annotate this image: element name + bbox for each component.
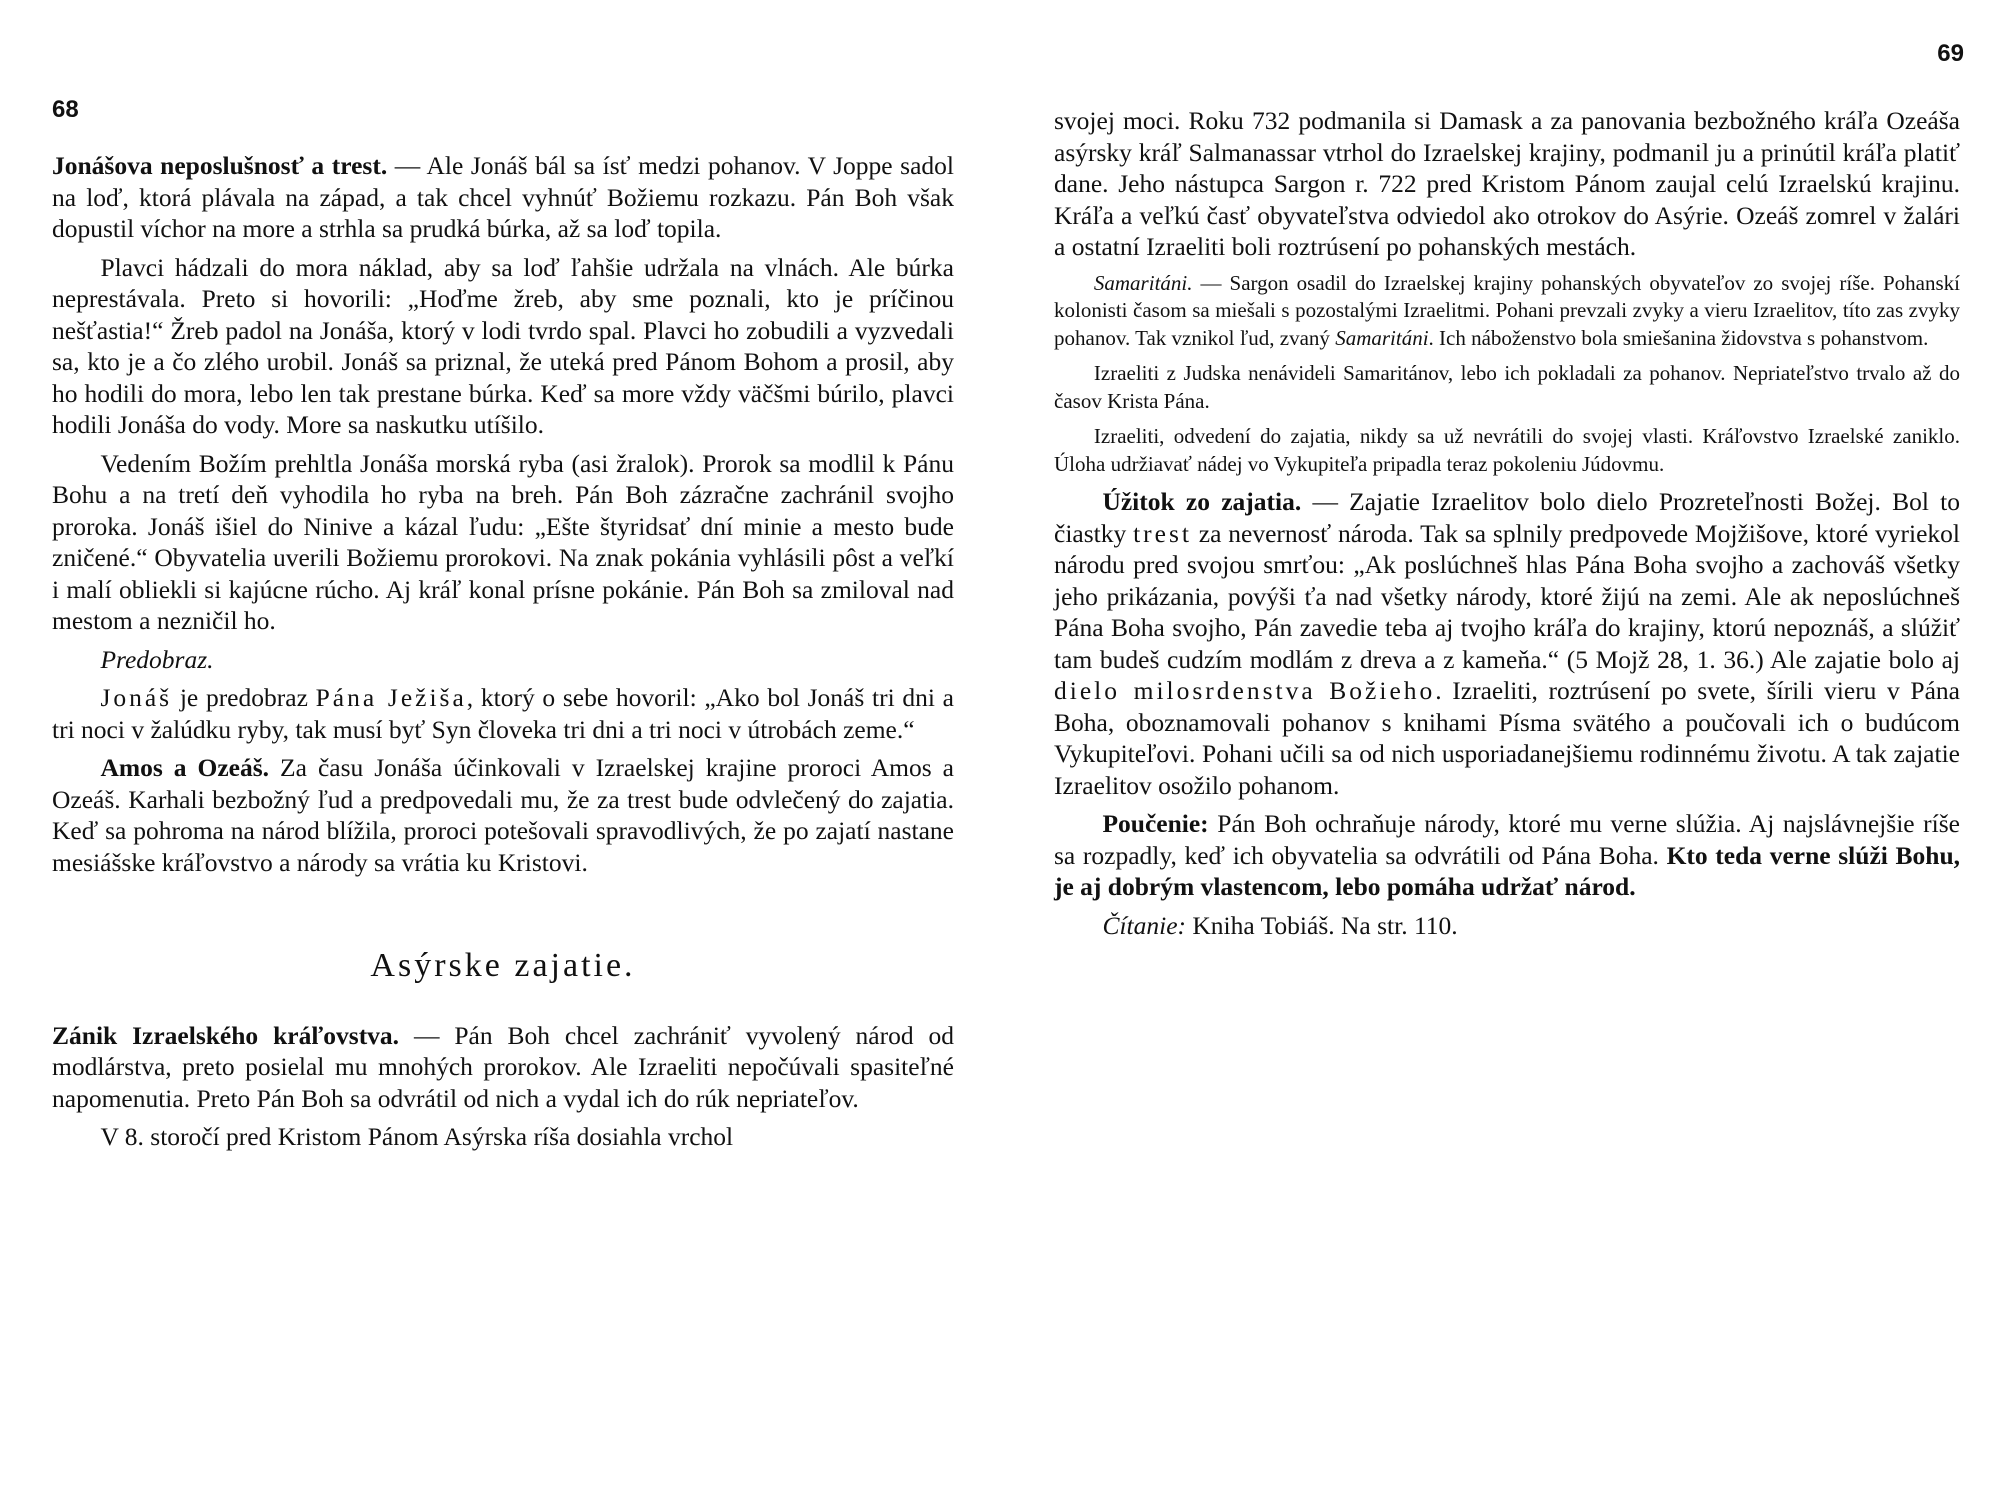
paragraph-text: . Izraeliti, roztrúsení po svete, šírili vieru v Pána Boha, oboznamovali pohanov s knihami Písma svätého a poučovali ich o budúcom Vykupiteľovi. Pohani učili sa od nich usporiadanejšiemu rodinnému životu. A tak zajatie Izraelitov osožilo pohanom.: [1054, 676, 1960, 800]
paragraph: Vedením Božím prehltla Jonáša morská ryba (asi žralok). Prorok sa modlil k Pánu Bohu a na tretí deň vyhodila ho ryba na breh. Pán Boh zázračne zachránil svojho proroka. Jonáš išiel do Ninive a kázal ľudu: „Ešte štyridsať dní minie a mesto bude zničené.“ Obyvatelia uverili Božiemu prorokovi. Na znak pokánia vyhlásili pôst a veľkí i malí obliekli si kajúcne rúcho. Aj kráľ konal prísne pokánie. Pán Boh sa zmiloval nad mestom a nezničil ho.: [52, 448, 954, 635]
page-number: 68: [52, 96, 79, 123]
reading-label: Čítanie:: [1102, 910, 1187, 940]
paragraph: [1054, 486, 1960, 801]
paragraph-text: — Zajatie Izraelitov bolo dielo Prozreteľnosti Božej. Bol to čiastky: [1054, 487, 1960, 548]
paragraph-small: Izraeliti z Judska nenávideli Samaritánov, lebo ich pokladali za pohanov. Nepriateľstvo trvalo až do časov Krista Pána.: [1054, 361, 1960, 413]
paragraph-small: [1054, 270, 1960, 353]
paragraph-heading: Jonášova neposlušnosť a trest.: [52, 151, 388, 180]
paragraph: [52, 1020, 954, 1115]
paragraph: [1054, 808, 1960, 903]
paragraph-text: — Pán Boh chcel zachrániť vyvolený národ od modlárstva, preto posielal mu mnohých prorokov. Ale Izraeliti nepočúvali spasiteľné napomenutia. Preto Pán Boh sa odvrátil od nich a vydal ich do rúk nepriateľov.: [52, 1020, 954, 1113]
paragraph-text: . Ich náboženstvo bola smiešanina židovstva s pohanstvom.: [1428, 325, 1929, 350]
left-text-column: [52, 150, 954, 1160]
chapter-title: Asýrske zajatie.: [370, 947, 636, 984]
paragraph: [52, 752, 954, 878]
paragraph: [52, 682, 954, 745]
reading-note: [1054, 910, 1960, 942]
paragraph: [52, 150, 954, 245]
paragraph-text: , ktorý o sebe hovoril: „Ako bol Jonáš tri dni a tri noci v žalúdku ryby, tak musí byť Syn človeka tri dni a tri noci v útrobách zeme.“: [52, 683, 954, 744]
spaced-term: dielo milosrdenstva Božieho: [1054, 676, 1436, 705]
paragraph: Plavci hádzali do mora náklad, aby sa loď ľahšie udržala na vlnách. Ale búrka neprestávala. Preto si hovorili: „Hoďme žreb, aby sme poznali, kto je príčinou nešťastia!“ Žreb padol na Jonáša, ktorý v lodi tvrdo spal. Plavci ho zobudili a vyzvedali sa, kto je a čo zlého urobil. Jonáš sa priznal, že uteká pred Pánom Bohom a prosil, aby ho hodili do mora, lebo len tak prestane búrka. Keď sa more vždy väčšmi búrilo, plavci hodili Jonáša do vody. More sa naskutku utíšilo.: [52, 252, 954, 439]
page-number: 69: [1937, 40, 1964, 67]
spaced-term: trest: [1133, 518, 1192, 548]
section-subtitle: Predobraz.: [100, 644, 214, 674]
paragraph: svojej moci. Roku 732 podmanila si Damask a za panovania bezbožného kráľa Ozeáša asýrsky kráľ Salmanassar vtrhol do Izraelskej krajiny, podmanil ju a prinútil kráľa platiť dane. Jeho nástupca Sargon r. 722 pred Kristom Pánom zaujal celú Izraelskú krajinu. Kráľa a veľkú časť obyvateľstva odviedol ako otrokov do Asýrie. Ozeáš zomrel v žalári a ostatní Izraeliti boli roztrúsení po pohanských mestách.: [1054, 106, 1960, 261]
paragraph: V 8. storočí pred Kristom Pánom Asýrska ríša dosiahla vrchol: [100, 1122, 734, 1151]
paragraph-text: Kniha Tobiáš. Na str. 110.: [1186, 910, 1458, 940]
paragraph-heading: Amos a Ozeáš.: [100, 753, 270, 782]
paragraph-heading: Úžitok zo zajatia.: [1102, 487, 1302, 516]
paragraph-heading: Poučenie:: [1102, 809, 1209, 838]
paragraph-text: za nevernosť národa. Tak sa splnily predpovede Mojžišove, ktoré vyriekol národu pred svojou smrťou: „Ak poslúchneš hlas Pána Boha svojho a zachováš všetky jeho prikázania, povýši ťa nad všetky národy, ktoré žijú na zemi. Ale ak neposlúchneš Pána Boha svojho, Pán zavedie teba aj tvojho kráľa do krajiny, ktorú nepoznáš, a slúžiť tam budeš cudzím modlám z dreva a z kameňa.“ (5 Mojž 28, 1. 36.) Ale zajatie bolo aj: [1054, 518, 1960, 674]
right-text-column: [1054, 105, 1960, 948]
spaced-term: Jonáš: [100, 683, 173, 712]
paragraph-text: — Ale Jonáš bál sa ísť medzi pohanov. V Joppe sadol na loď, ktorá plávala na západ, a tak chcel vyhnúť Božiemu rozkazu. Pán Boh však dopustil víchor na more a strhla sa prudká búrka, až sa loď topila.: [52, 151, 955, 243]
bold-sentence: Kto teda verne slúži Bohu, je aj dobrým vlastencom, lebo pomáha udržať národ.: [1054, 840, 1961, 901]
paragraph-text: je predobraz: [172, 683, 316, 712]
paragraph-text: Pán Boh ochraňuje národy, ktoré mu verne slúžia. Aj najslávnejšie ríše sa rozpadly, keď ich obyvatelia sa odvrátili od Pána Boha.: [1054, 809, 1960, 870]
italic-term: Samaritáni: [1335, 325, 1429, 350]
paragraph-heading: Zánik Izraelského kráľovstva.: [52, 1020, 400, 1050]
paragraph-small: Izraeliti, odvedení do zajatia, nikdy sa už nevrátili do svojej vlasti. Kráľovstvo Izraelské zaniklo. Úloha udržiavať nádej vo Vykupiteľa pripadla teraz pokoleniu Júdovmu.: [1054, 424, 1960, 476]
paragraph-text: Za času Jonáša účinkovali v Izraelskej krajine proroci Amos a Ozeáš. Karhali bezbožný ľud a predpovedali mu, že za trest bude odvlečený do zajatia. Keď sa pohroma na národ blížila, proroci potešovali spravodlivých, že po zajatí nastane mesiášske kráľovstvo a národy sa vrátia ku Kristovi.: [52, 753, 954, 877]
spaced-term: Pána Ježiša: [315, 683, 467, 712]
paragraph-text: — Sargon osadil do Izraelskej krajiny pohanských obyvateľov zo svojej ríše. Pohanskí kolonisti časom sa miešali s pozostalými Izraelitmi. Pohani prevzali zvyky a vieru Izraelitov, títo zas zvyky pohanov. Tak vznikol ľud, zvaný: [1054, 270, 1960, 350]
paragraph-heading: Samaritáni.: [1093, 270, 1193, 295]
